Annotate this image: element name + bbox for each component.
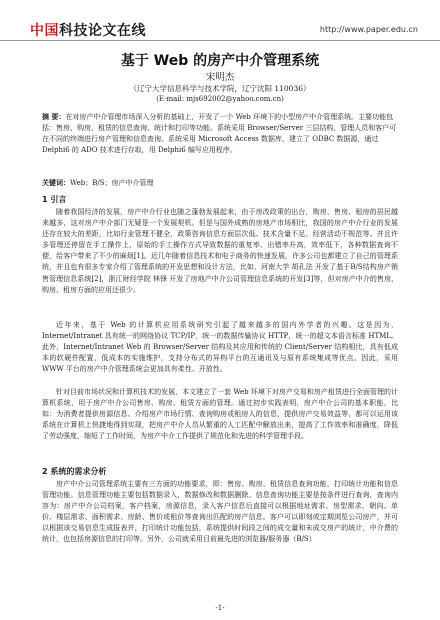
paper-title: 基于 Web 的房产中介管理系统: [120, 53, 320, 69]
abstract-label: 摘 要：: [42, 112, 66, 121]
author-email: (E-mail: mjs692002@yahoo.com.cn): [156, 95, 284, 103]
logo-black-text: 科技论文在线: [59, 23, 146, 39]
requirements-paragraph-1: 房产中介公司管理系统主要有三方面的功能要求，即：售房、购房、租赁信息查询功能，打印统计功能和信息管理功能。信息管理功能主要包括数据录入，数据修改和数据删除。信息查询功能主要是按条件进行查询，查询内容为：房产中介公司档案，客户档案，房源信息，录入客户信息后直接可以根据地址需求、房型需求、朝向、单价、楼层需求、面积需求、房龄、售价或租价等查询出匹配的房产信息。客户可以即刻或定期浏览公司房产，并可以根据该交易信息生成报表并，打印统计功能包括，系统提供时间段之间的成交量和未成交房产的统计，中介费的统计，也包括房源信息的打印等。另外，公司就采用目前最先进的浏览器/服务器（B/S）: [42, 480, 398, 544]
page-number: -1-: [215, 604, 225, 612]
intro-paragraph-1: 随着我国经济的发展，房产中介行业也随之蓬勃发展起来，由于房改政策的出台，购房、售房、租房的居民越来越多，这对房产中介部门无疑是一个发展契机。但是与国外成熟的房地产市场相比，我国的房产中介行业的发展还存在较大的差距，比如行业管理不健全，政策咨询信息方面层次低、技术含量不足、经营活动不规范等。并且许多管理还停留在手工操作上，原始的手工操作方式导致数据的重复率、出错率升高，效率低下，各种数据查询不便，给客户带来了不少的麻烦[1]。近几年随着信息技术和电子商务的快速发展，许多公司也都建立了自己的管理系统，并且也有很多专家介绍了管理系统的开发思想和设计方法，比如，河南大学 胡孔法 开发了基于B/S结构房产销售管理信息系统[2]，浙江财经学院 林锋 开发了房地产中介公司管理信息系统的开发[3]等，但对房产中介的售房、购房、租房方面的应用还很少。: [42, 208, 398, 294]
logo-red-text: 中国: [30, 23, 59, 39]
author-affiliation: （辽宁大学信息科学与技术学院，辽宁沈阳 110036）: [129, 84, 311, 93]
keywords-text: Web；B/S；房产中介管理: [70, 179, 154, 187]
abstract: [42, 111, 398, 156]
abstract-text: 在对房产中介管理市场深入分析的基础上，开发了一个 Web 环境下的小型房产中介管理系统。主要功能包括：售房、购房、租赁的信息查询、统计和打印等功能。系统采用 Browser/Server 三层结构，管理人员和客户可在不同的终端进行房产管理和信息查询。系统采用 Microsoft Access 数据库，建立了 ODBC 数据源，通过 Delphi6 的 ADO 技术进行存取，用 Delphi6 编写应用程序。: [42, 113, 397, 154]
paper-author: 宋明杰: [205, 72, 235, 83]
keywords-label: 关键词：: [42, 178, 70, 187]
intro-paragraph-2: 近年来，基于 Web 的计算机应用系统研究引起了越来越多的国内外学者的兴趣。这是因为，Internet/Intranet 具有统一的网络协议 TCP/IP，统一的数据传输协议 HTTP，统一的超文本语言标准 HTML。此外，Internet/Intranet Web 的 Browser/Server 结构及其应用和传统的 Client/Server 结构相比，具有低成本的软硬件配置，低成本的实施维护，支持分布式的异构平台的互通讯及与原有系统集成等优点。因此，采用 WWW 平台的房产中介管理系统会更加具有柔性、开放性。: [42, 321, 398, 374]
intro-paragraph-3: 针对目前市场状况和计算机技术的发展，本文建立了一套 Web 环境下对房产交易和房产租赁进行全面管理的计算机系统，用于房产中介公司售房、购房、租赁方面的管理。通过初步实践表明，房产中介公司的基本职能，比如：为消费者提供房源信息、介绍房产市场行情、查询购房或租房人的信息，提供房产交易效益等，都可以运用该系统在计算机上快捷地得到实现，把房产中介人员从繁重的人工匹配中解放出来，提高了工作效率和准确度，降低了劳动强度，缩短了工作时间，为房产中介工作提供了规范化和先进的科学管理手段。: [42, 388, 398, 441]
site-logo[interactable]: [30, 20, 146, 40]
site-header: [0, 0, 440, 41]
keywords: [42, 177, 398, 189]
site-url[interactable]: http://www.paper.edu.cn: [319, 25, 418, 34]
section-heading-requirements: 2 系统的需求分析: [42, 467, 107, 476]
section-heading-intro: 1 引言: [42, 195, 67, 204]
